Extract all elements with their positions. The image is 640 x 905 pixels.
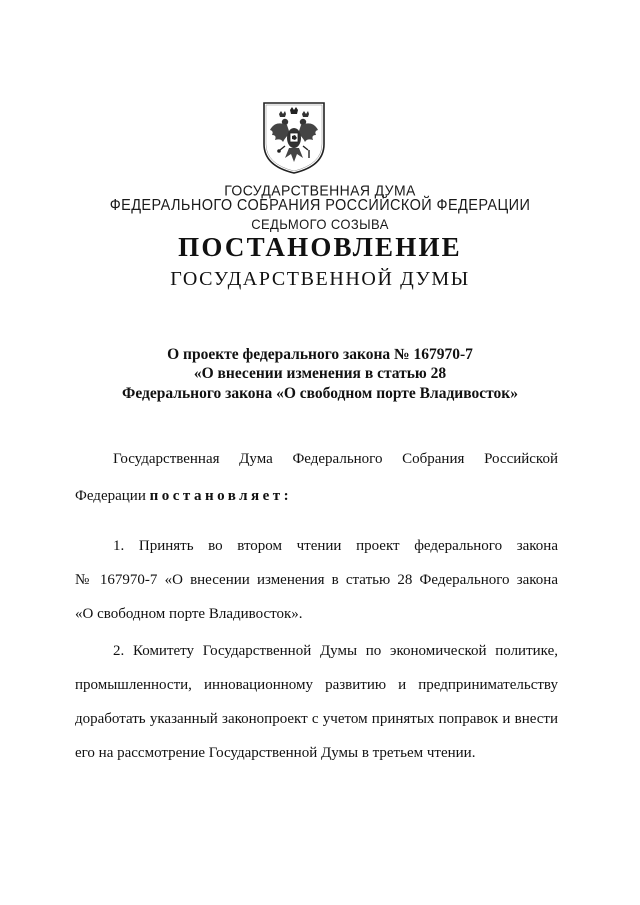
subject-line-3: Федерального закона «О свободном порте Владивосток» bbox=[122, 385, 518, 402]
header-line-1: ГОСУДАРСТВЕННАЯ ДУМА bbox=[224, 181, 416, 199]
item-2-line-1: 2. Комитету Государственной Думы по экономической политике, bbox=[113, 643, 558, 659]
subject-line-2: «О внесении изменения в статью 28 bbox=[193, 365, 447, 382]
item-1-line-3: «О свободном порте Владивосток». bbox=[75, 606, 303, 622]
header-line-3: СЕДЬМОГО СОЗЫВА bbox=[251, 216, 389, 233]
preamble-verb: постановляет: bbox=[149, 488, 293, 504]
header-line-2: ФЕДЕРАЛЬНОГО СОБРАНИЯ РОССИЙСКОЙ ФЕДЕРАЦИИ bbox=[109, 197, 531, 215]
document-org-title: ГОСУДАРСТВЕННОЙ ДУМЫ bbox=[170, 268, 470, 290]
item-2-line-4: его на рассмотрение Государственной Думы в третьем чтении. bbox=[75, 745, 476, 761]
document-type-title: ПОСТАНОВЛЕНИЕ bbox=[178, 232, 462, 262]
item-2-line-3: доработать указанный законопроект с учетом принятых поправок и внести bbox=[75, 711, 558, 727]
item-1-line-2: № 167970-7 «О внесении изменения в статью 28 Федерального закона bbox=[75, 572, 558, 588]
subject-line-1: О проекте федерального закона № 167970-7 bbox=[167, 346, 473, 363]
coat-of-arms-icon bbox=[261, 100, 327, 176]
preamble-subject: Федерации bbox=[75, 488, 146, 504]
preamble-line-1: Государственная Дума Федерального Собрания Российской bbox=[113, 451, 558, 467]
item-1-line-1: 1. Принять во втором чтении проект федерального закона bbox=[113, 538, 558, 554]
preamble-line-2 bbox=[75, 488, 292, 505]
item-2-line-2: промышленности, инновационному развитию и предпринимательству bbox=[75, 677, 558, 693]
